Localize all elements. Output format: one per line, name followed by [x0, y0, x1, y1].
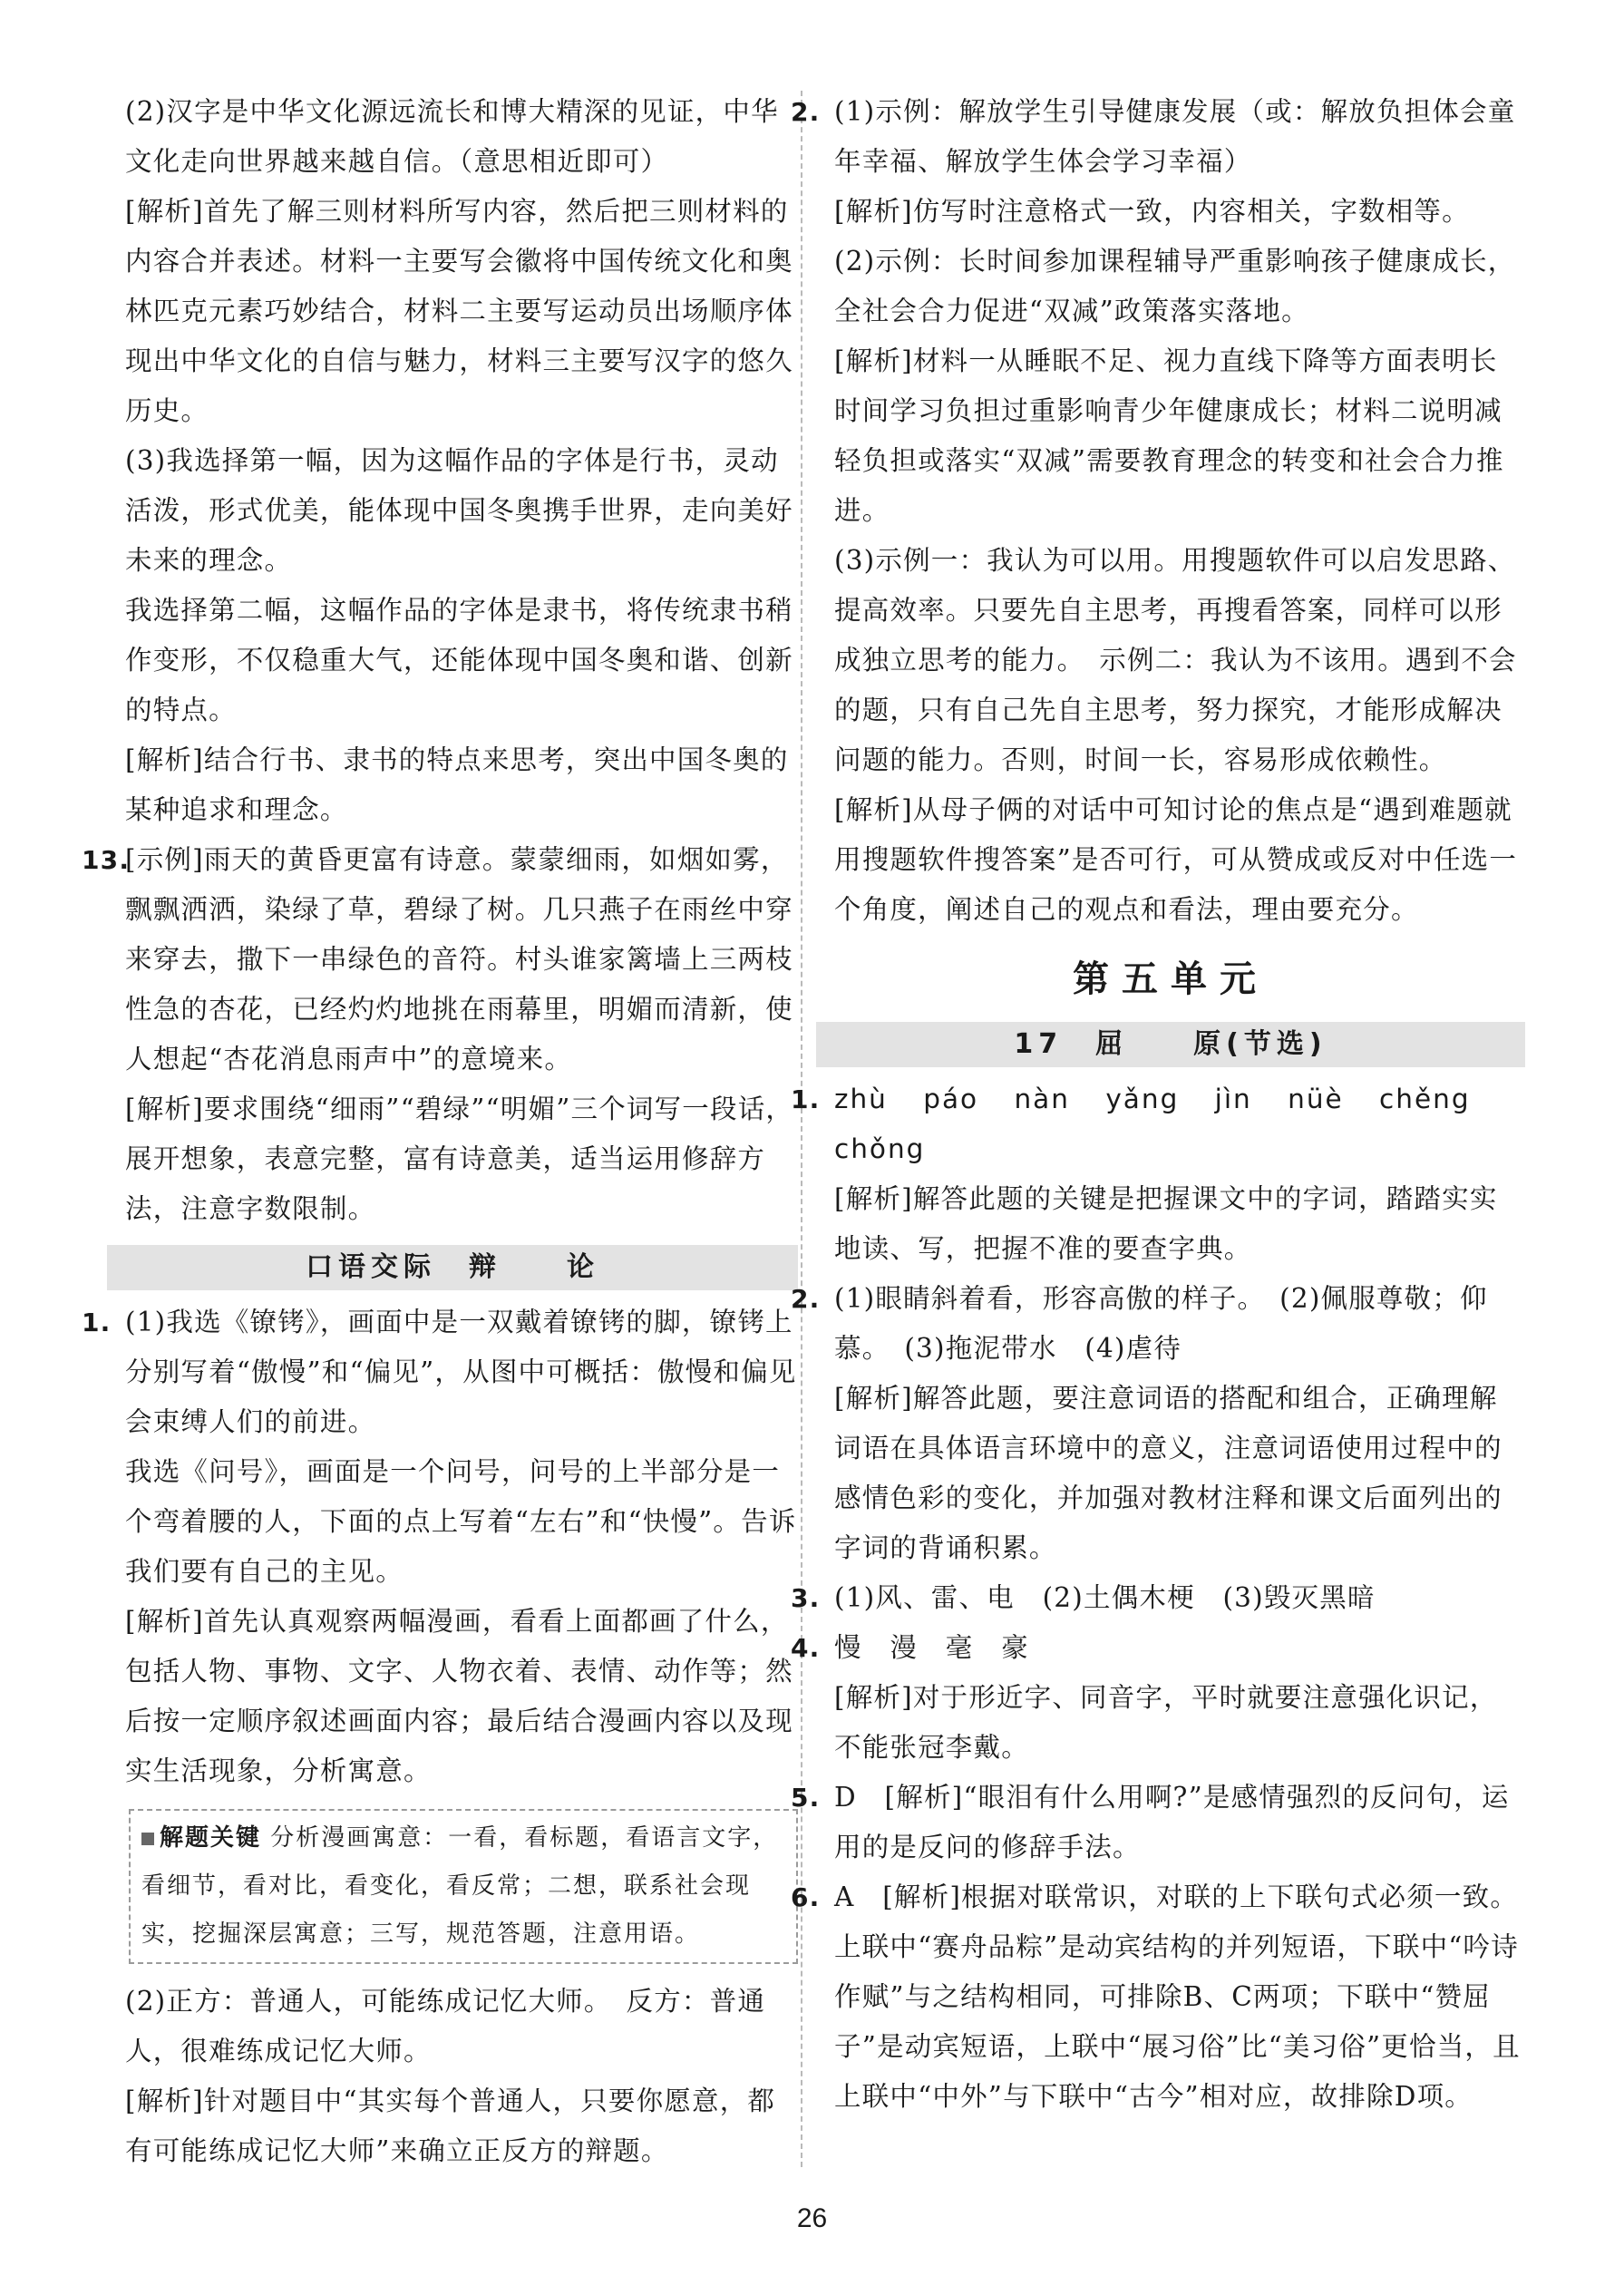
lesson-question-5 [791, 1773, 1525, 1872]
lesson-question-2 [791, 1274, 1525, 1573]
lesson-q4-analysis: [解析]对于形近字、同音字，平时就要注意强化识记，不能张冠李戴。 [834, 1682, 1498, 1763]
question-number: 13. [82, 845, 131, 875]
solving-key-text: 分析漫画寓意：一看，看标题，看语言文字，看细节，看对比，看变化，看反常；二想，联系社会现实，挖掘深层寓意；三写，规范答题，注意用语。 [141, 1824, 779, 1948]
oral-question-1 [82, 1298, 798, 2176]
oral-question-2 [791, 87, 1525, 935]
question-number: 5. [791, 1783, 821, 1813]
lesson-q2-analysis: [解析]解答此题，要注意词语的搭配和组合，正确理解词语在具体语言环境中的意义，注意词语使用过程中的感情色彩的变化，并加强对教材注释和课文后面列出的字词的背诵积累。 [834, 1383, 1502, 1563]
question-number: 3. [791, 1583, 821, 1613]
lesson-question-1 [791, 1074, 1525, 1274]
lesson-question-3 [791, 1573, 1525, 1623]
q12-part3-answer: (3)我选择第一幅，因为这幅作品的字体是行书，灵动活泼，形式优美，能体现中国冬奥携手世界，走向美好未来的理念。 [125, 445, 793, 576]
oral-q1-analysis: [解析]首先认真观察两幅漫画，看看上面都画了什么，包括人物、事物、文字、人物衣着、表情、动作等；然后按一定顺序叙述画面内容；最后结合漫画内容以及现实生活现象，分析寓意。 [125, 1606, 793, 1786]
unit-title: 第五单元 [1073, 958, 1269, 1000]
question-number: 6. [791, 1882, 821, 1912]
column-divider [801, 91, 802, 2167]
oral-q2-answer: (1)示例：解放学生引导健康发展（或：解放负担体会童年幸福、解放学生体会学习幸福） [834, 96, 1516, 177]
solving-key-label: 解题关键 [141, 1824, 261, 1852]
oral-q1-part2-analysis: [解析]针对题目中“其实每个普通人，只要你愿意，都有可能练成记忆大师”来确立正反方的辩题。 [125, 2086, 776, 2166]
solving-key-box [129, 1809, 798, 1964]
q12-part3-analysis: [解析]结合行书、隶书的特点来思考，突出中国冬奥的某种追求和理念。 [125, 744, 789, 825]
right-column [791, 87, 1525, 2122]
lesson-q2-answer: (1)眼睛斜着看，形容高傲的样子。 (2)佩服尊敬；仰慕。 (3)拖泥带水 (4)虐待 [834, 1283, 1488, 1364]
lesson-q6-answer: A [解析]根据对联常识，对联的上下联句式必须一致。上联中“赛舟品粽”是动宾结构的并列短语，下联中“吟诗作赋”与之结构相同，可排除B、C两项；下联中“赞屈子”是动宾短语，上联中“展习俗”比“美习俗”更恰当，且上联中“中外”与下联中“古今”相对应，故排除D项。 [834, 1881, 1521, 2112]
lesson-question-6 [791, 1872, 1525, 2122]
q13-analysis: [解析]要求围绕“细雨”“碧绿”“明媚”三个词写一段话，展开想象，表意完整，富有诗意美，适当运用修辞方法，注意字数限制。 [125, 1094, 794, 1224]
oral-q1-answer-alt: 我选《问号》，画面是一个问号，问号的上半部分是一个弯着腰的人，下面的点上写着“左右”和“快慢”。告诉我们要有自己的主见。 [125, 1456, 797, 1587]
question-number: 1. [791, 1084, 821, 1114]
lesson-question-4 [791, 1623, 1525, 1773]
q13-answer: [示例]雨天的黄昏更富有诗意。蒙蒙细雨，如烟如雾，飘飘洒洒，染绿了草，碧绿了树。几只燕子在雨丝中穿来穿去，撒下一串绿色的音符。村头谁家篱墙上三两枝性急的杏花，已经灼灼地挑在雨幕里，明媚而清新，使人想起“杏花消息雨声中”的意境来。 [125, 844, 793, 1074]
q12-part2-analysis: [解析]首先了解三则材料所写内容，然后把三则材料的内容合并表述。材料一主要写会徽将中国传统文化和奥林匹克元素巧妙结合，材料二主要写运动员出场顺序体现出中华文化的自信与魅力，材料三主要写汉字的悠久历史。 [125, 196, 793, 426]
oral-q1-part2-answer: (2)正方：普通人，可能练成记忆大师。 反方：普通人，很难练成记忆大师。 [125, 1986, 766, 2066]
question-13 [82, 835, 798, 1234]
lesson-q5-answer: D [解析]“眼泪有什么用啊?”是感情强烈的反问句，运用的是反问的修辞手法。 [834, 1782, 1510, 1862]
section-band-oral-debate: 口语交际 辩 论 [107, 1245, 798, 1290]
question-number: 1. [82, 1308, 112, 1337]
left-column [82, 87, 798, 2176]
q12-part2-answer: (2)汉字是中华文化源远流长和博大精深的见证，中华文化走向世界越来越自信。（意思相近即可） [125, 96, 779, 177]
page-number: 26 [796, 2203, 828, 2233]
oral-q2-part2-answer: (2)示例：长时间参加课程辅导严重影响孩子健康成长，全社会合力促进“双减”政策落实落地。 [834, 246, 1516, 326]
pinyin-answer: zhù páo nàn yǎng jìn nüè chěng chǒng [834, 1084, 1471, 1164]
oral-q2-analysis: [解析]仿写时注意格式一致，内容相关，字数相等。 [834, 196, 1470, 227]
lesson-q1-analysis: [解析]解答此题的关键是把握课文中的字词，踏踏实实地读、写，把握不准的要查字典。 [834, 1183, 1498, 1264]
oral-q2-part2-analysis: [解析]材料一从睡眠不足、视力直线下降等方面表明长时间学习负担过重影响青少年健康成长；材料二说明减轻负担或落实“双减”需要教育理念的转变和社会合力推进。 [834, 345, 1504, 526]
oral-q2-part3-analysis: [解析]从母子俩的对话中可知讨论的焦点是“遇到难题就用搜题软件搜答案”是否可行，可从赞成或反对中任选一个角度，阐述自己的观点和看法，理由要充分。 [834, 794, 1518, 925]
question-number: 2. [791, 1284, 821, 1314]
oral-q2-part3-answer: (3)示例一：我认为可以用。用搜题软件可以启发思路、提高效率。只要先自主思考，再搜看答案，同样可以形成独立思考的能力。 示例二：我认为不该用。遇到不会的题，只有自己先自主思考，努力探究，才能形成解决问题的能力。否则，时间一长，容易形成依赖性。 [834, 545, 1517, 775]
question-number: 4. [791, 1633, 821, 1663]
lesson-band-17: 17 屈 原(节选) [816, 1022, 1525, 1067]
question-number: 2. [791, 97, 821, 127]
lesson-q4-answer: 慢 漫 毫 豪 [834, 1632, 1029, 1663]
lesson-q3-answer: (1)风、雷、电 (2)土偶木梗 (3)毁灭黑暗 [834, 1582, 1376, 1613]
oral-q1-answer: (1)我选《镣铐》，画面中是一双戴着镣铐的脚，镣铐上分别写着“傲慢”和“偏见”，从图中可概括：傲慢和偏见会束缚人们的前进。 [125, 1307, 797, 1437]
q12-part3-answer-alt: 我选择第二幅，这幅作品的字体是隶书，将传统隶书稍作变形，不仅稳重大气，还能体现中国冬奥和谐、创新的特点。 [125, 595, 793, 725]
